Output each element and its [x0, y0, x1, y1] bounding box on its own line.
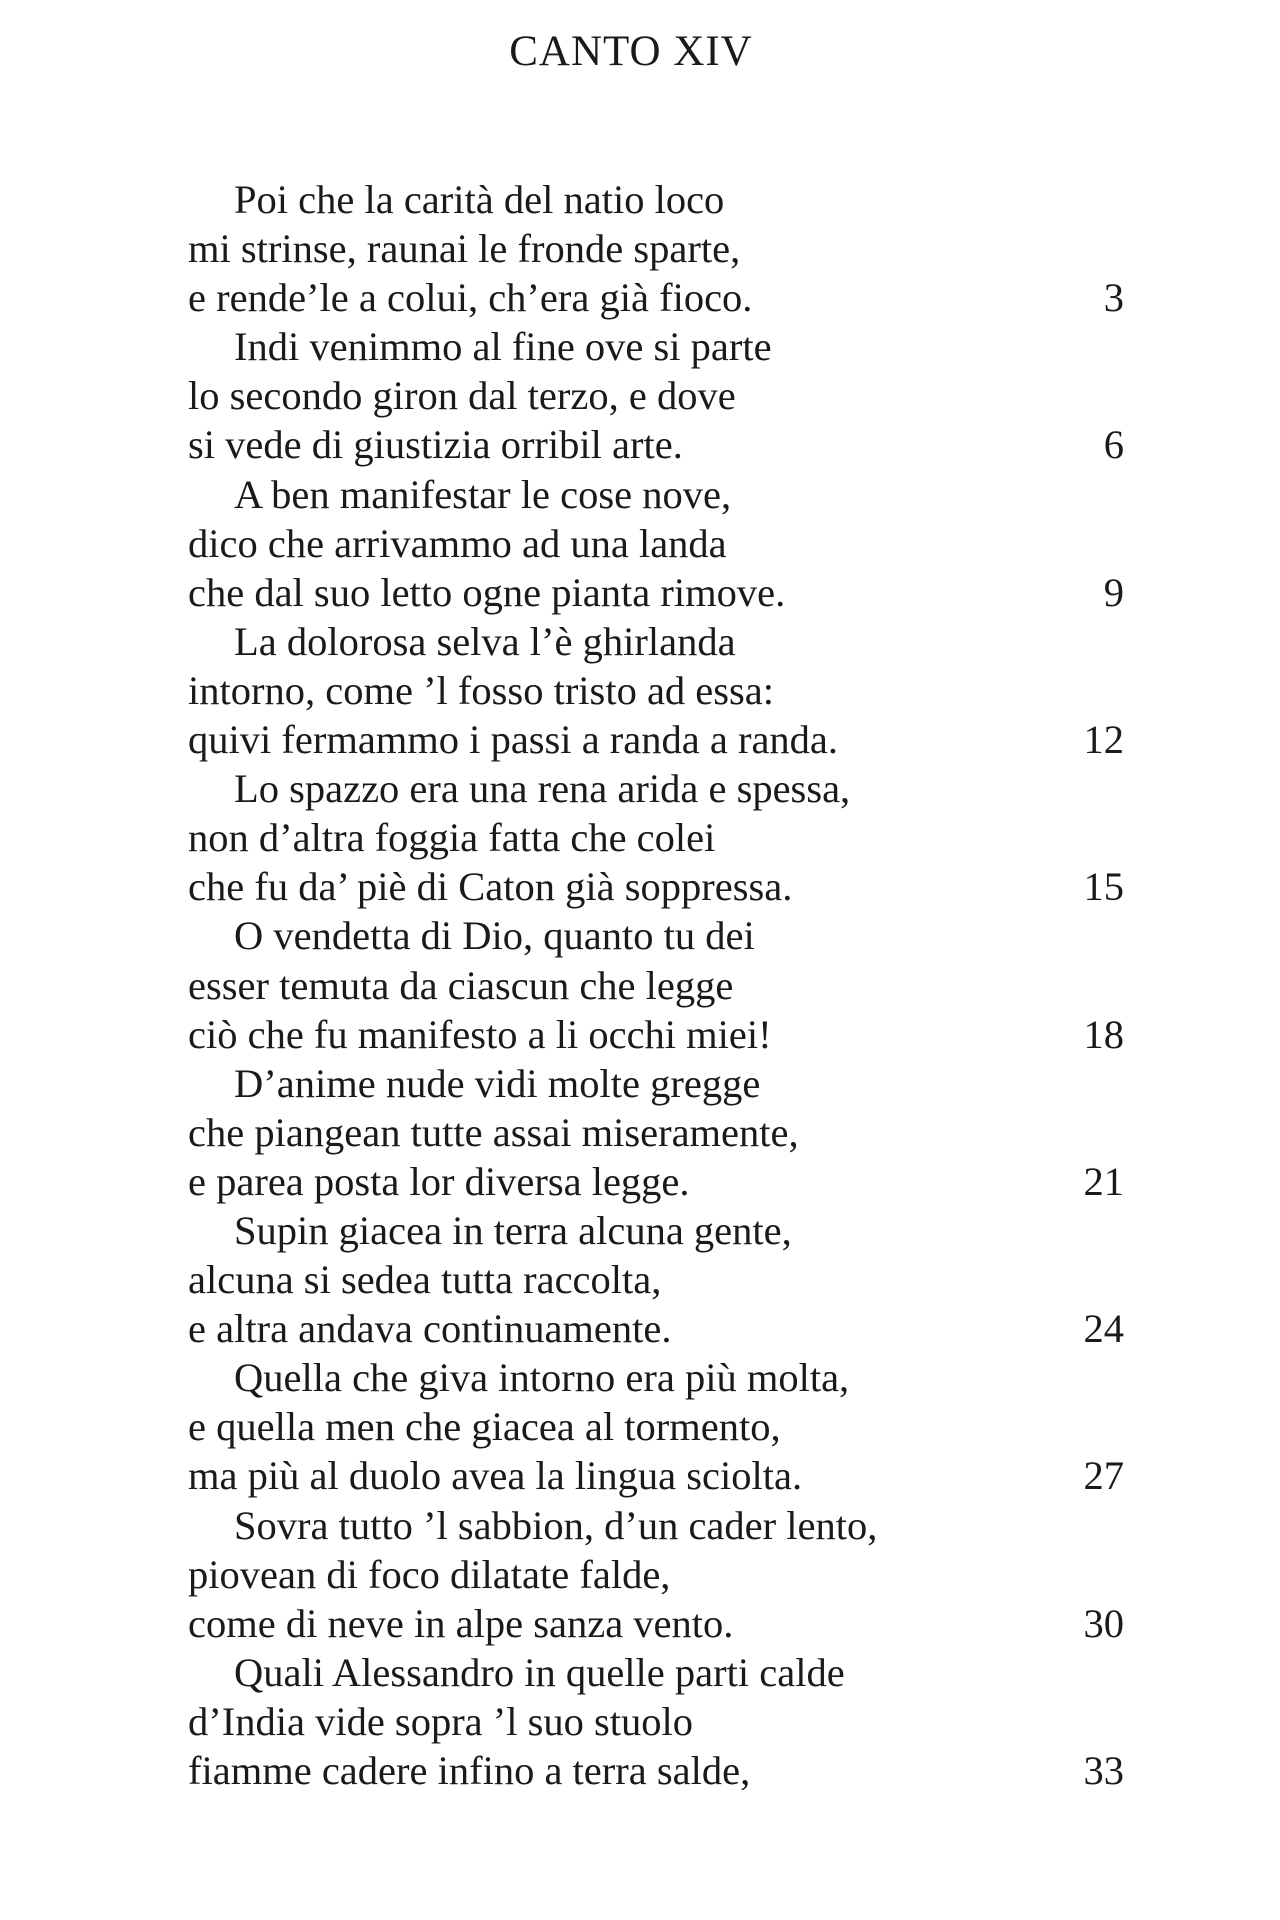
verse-line	[188, 1108, 1124, 1157]
verse-text: fiamme cadere infino a terra salde,	[188, 1748, 751, 1793]
verse-line	[188, 322, 1124, 371]
verse-line	[188, 175, 1124, 224]
verse-line	[188, 1255, 1124, 1304]
verse-text: mi strinse, raunai le fronde sparte,	[188, 226, 741, 272]
verse-text: e quella men che giacea al tormento,	[188, 1404, 781, 1450]
verse-text: e altra andava continuamente.	[188, 1306, 672, 1352]
line-number: 6	[1103, 422, 1124, 468]
verse-line	[188, 420, 1124, 469]
verse-line	[188, 1206, 1124, 1255]
verse-text: piovean di foco dilatate falde,	[188, 1551, 671, 1597]
verse-text: Supin giacea in terra alcuna gente,	[234, 1207, 792, 1253]
line-number: 18	[1083, 1011, 1124, 1057]
verse-line	[188, 1746, 1124, 1795]
verse-text: Quella che giva intorno era più molta,	[234, 1355, 850, 1401]
verse-text: e parea posta lor diversa legge.	[188, 1158, 690, 1204]
verse-line	[188, 911, 1124, 960]
verse-line	[188, 1304, 1124, 1353]
verse-line	[188, 1550, 1124, 1599]
verse-line	[188, 1402, 1124, 1451]
line-number: 12	[1083, 717, 1124, 763]
poem-text	[188, 175, 1124, 1795]
verse-line	[188, 1059, 1124, 1108]
verse-line	[188, 1648, 1124, 1697]
verse-text: lo secondo giron dal terzo, e dove	[188, 373, 736, 419]
verse-line	[188, 568, 1124, 617]
verse-text: La dolorosa selva l’è ghirlanda	[234, 618, 736, 664]
verse-text: Lo spazzo era una rena arida e spessa,	[234, 766, 851, 812]
verse-line	[188, 862, 1124, 911]
verse-text: Poi che la carità del natio loco	[234, 177, 725, 222]
verse-text: Sovra tutto ’l sabbion, d’un cader lento,	[234, 1502, 878, 1548]
verse-line	[188, 1451, 1124, 1500]
verse-text: ma più al duolo avea la lingua sciolta.	[188, 1453, 803, 1499]
verse-text: che fu da’ piè di Caton già soppressa.	[188, 864, 793, 910]
line-number: 15	[1083, 864, 1124, 910]
verse-text: dico che arrivammo ad una landa	[188, 520, 727, 566]
line-number: 30	[1083, 1600, 1124, 1646]
line-number: 9	[1103, 569, 1124, 615]
verse-line	[188, 617, 1124, 666]
verse-line	[188, 961, 1124, 1010]
verse-line	[188, 1157, 1124, 1206]
line-number: 21	[1083, 1158, 1124, 1204]
verse-text: intorno, come ’l fosso tristo ad essa:	[188, 667, 775, 713]
verse-line	[188, 813, 1124, 862]
verse-text: non d’altra foggia fatta che colei	[188, 815, 716, 861]
verse-line	[188, 470, 1124, 519]
verse-line	[188, 273, 1124, 322]
verse-text: ciò che fu manifesto a li occhi miei!	[188, 1011, 772, 1057]
verse-text: d’India vide sopra ’l suo stuolo	[188, 1698, 694, 1744]
verse-line	[188, 224, 1124, 273]
canto-title: CANTO XIV	[509, 28, 753, 75]
verse-text: quivi fermammo i passi a randa a randa.	[188, 717, 839, 763]
verse-text: A ben manifestar le cose nove,	[234, 471, 732, 517]
verse-text: Indi venimmo al fine ove si parte	[234, 324, 772, 370]
line-number: 27	[1083, 1453, 1124, 1499]
verse-text: D’anime nude vidi molte gregge	[234, 1060, 761, 1106]
verse-text: che piangean tutte assai miseramente,	[188, 1109, 799, 1155]
verse-line	[188, 1599, 1124, 1648]
verse-text: O vendetta di Dio, quanto tu dei	[234, 913, 755, 959]
line-number: 3	[1103, 275, 1124, 321]
verse-line	[188, 1010, 1124, 1059]
verse-text: si vede di giustizia orribil arte.	[188, 422, 683, 468]
verse-line	[188, 371, 1124, 420]
verse-text: Quali Alessandro in quelle parti calde	[234, 1649, 845, 1695]
verse-text: esser temuta da ciascun che legge	[188, 962, 734, 1008]
verse-line	[188, 519, 1124, 568]
verse-text: e rende’le a colui, ch’era già fioco.	[188, 275, 753, 321]
verse-line	[188, 666, 1124, 715]
verse-line	[188, 715, 1124, 764]
verse-text: come di neve in alpe sanza vento.	[188, 1600, 734, 1646]
verse-line	[188, 764, 1124, 813]
verse-text: che dal suo letto ogne pianta rimove.	[188, 569, 786, 615]
verse-line	[188, 1353, 1124, 1402]
verse-text: alcuna si sedea tutta raccolta,	[188, 1257, 662, 1303]
verse-line	[188, 1501, 1124, 1550]
line-number: 24	[1083, 1306, 1124, 1352]
verse-line	[188, 1697, 1124, 1746]
line-number: 33	[1083, 1748, 1124, 1793]
